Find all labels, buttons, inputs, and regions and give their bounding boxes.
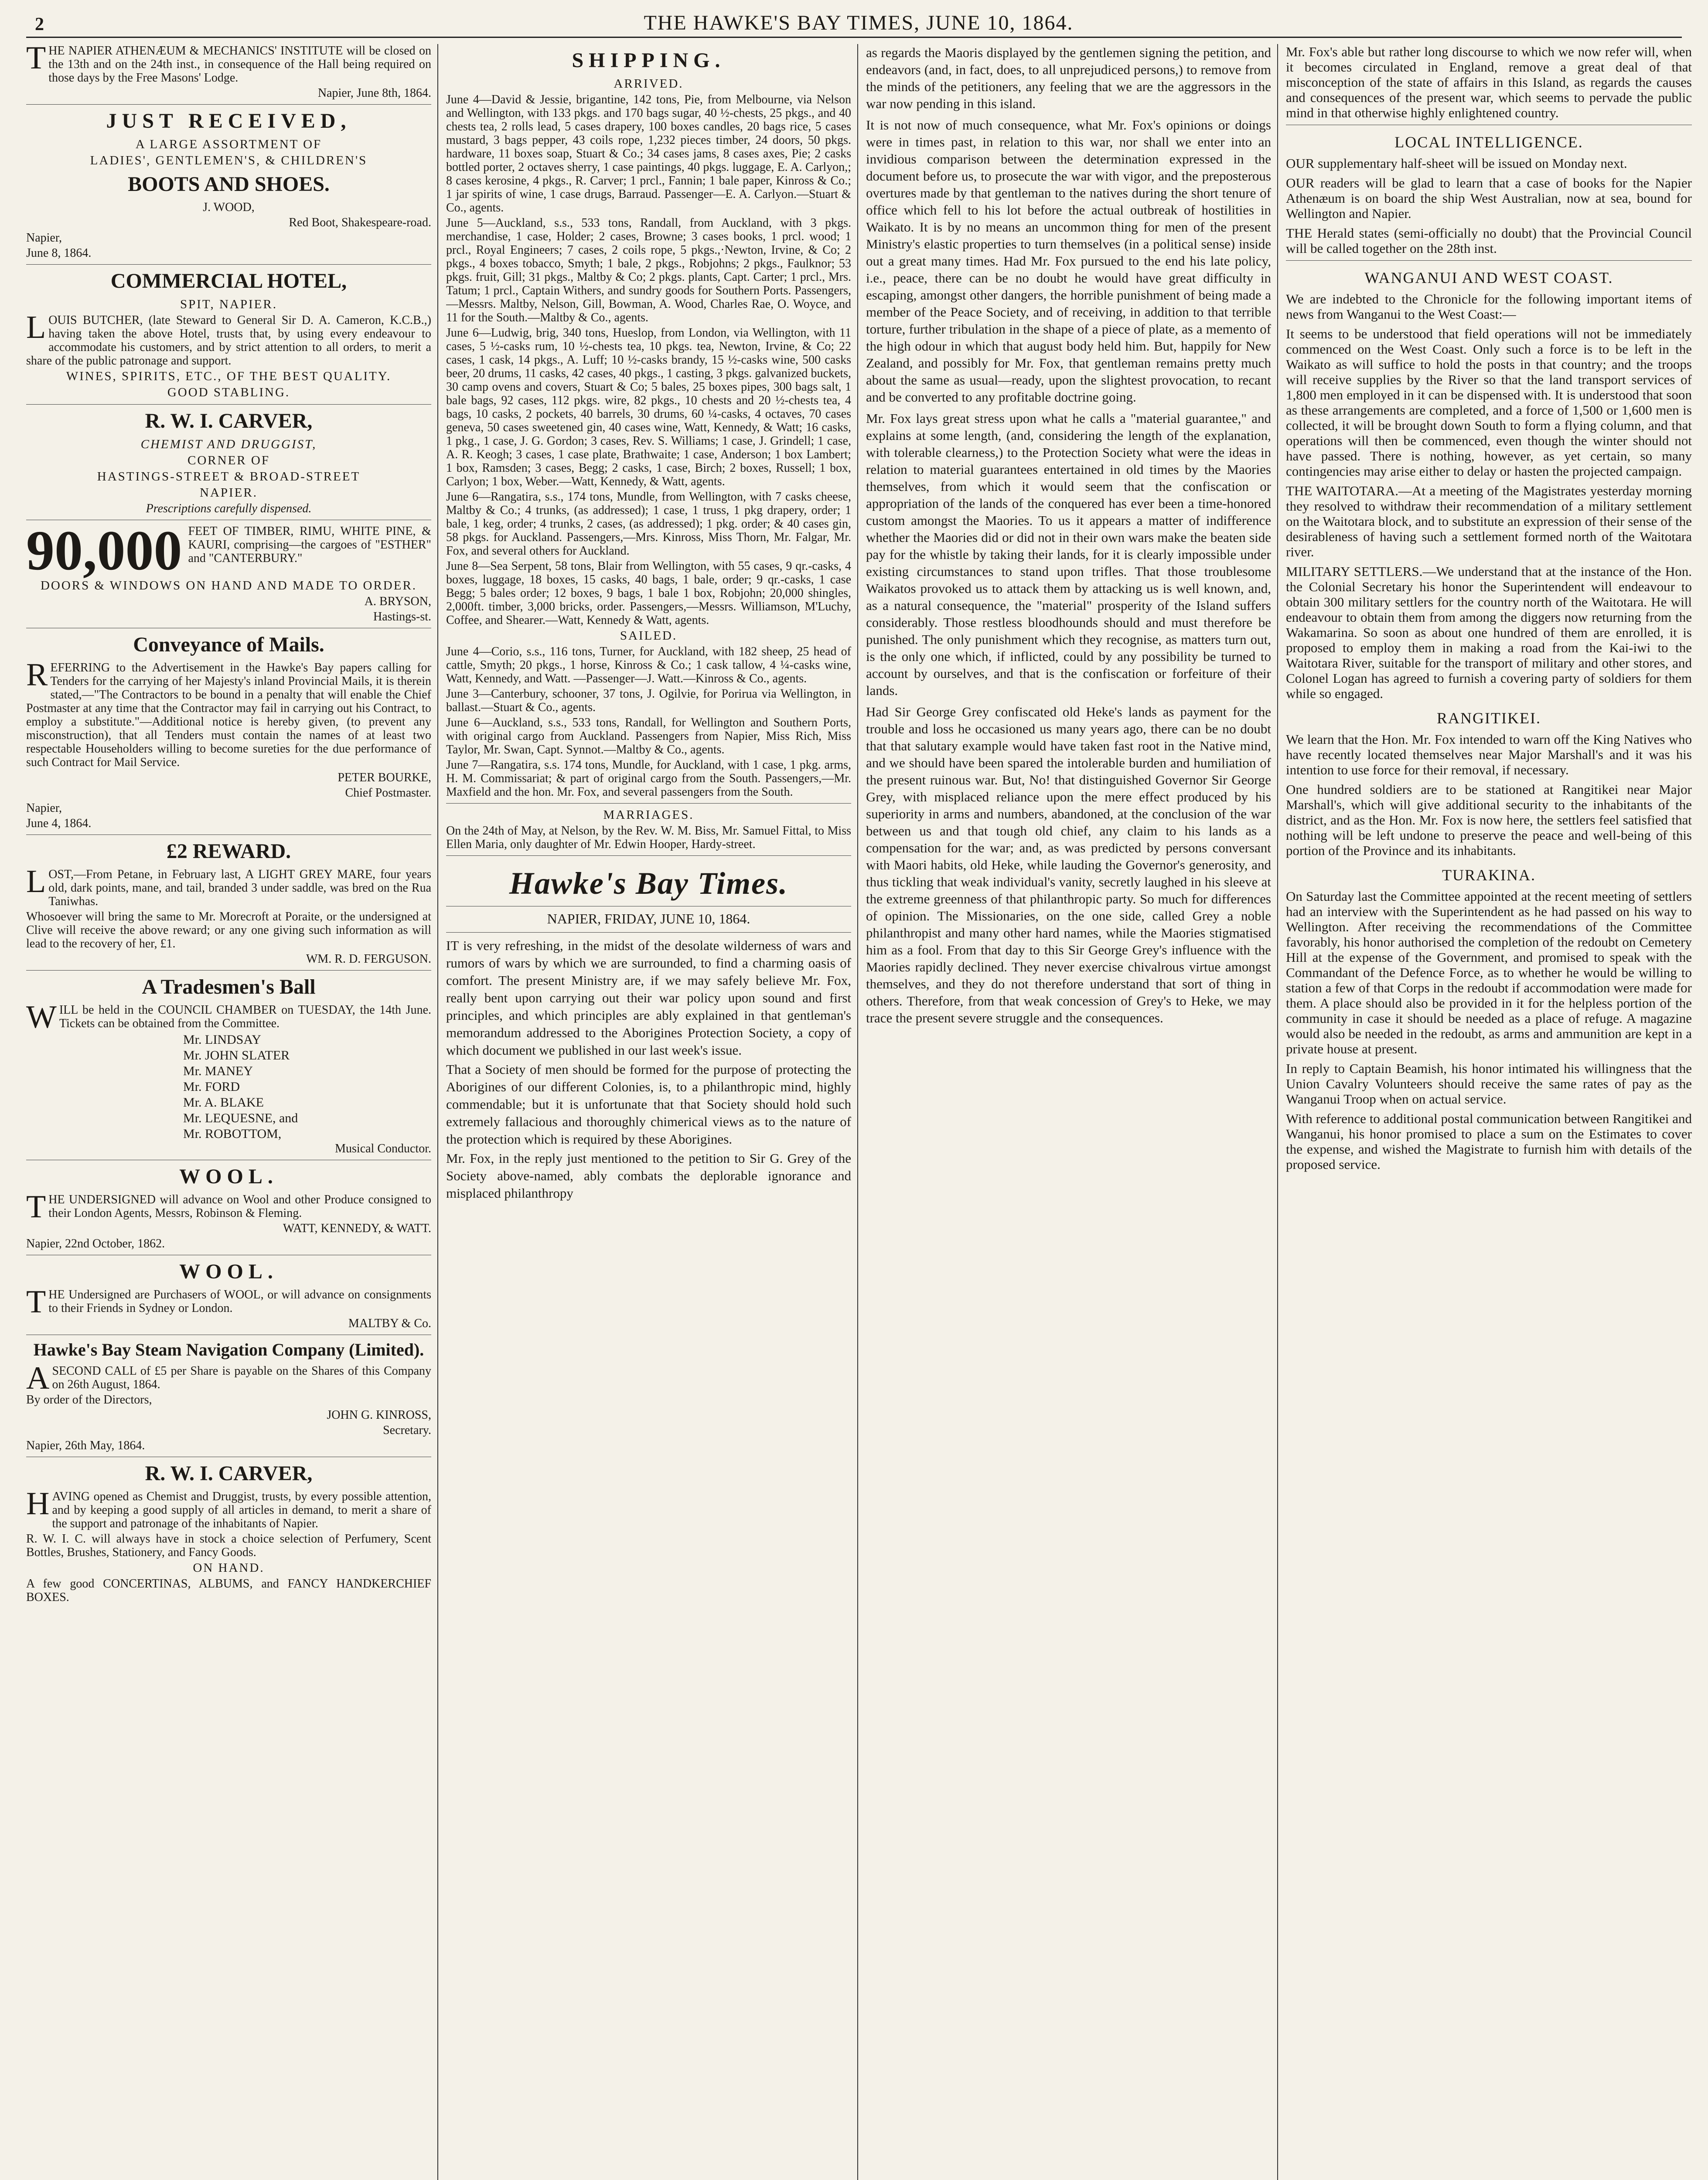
column-local-news [1286, 44, 1698, 2180]
turakina-heading: TURAKINA. [1442, 866, 1536, 884]
local-item: OUR supplementary half-sheet will be issued on Monday next. [1286, 156, 1627, 171]
wood-sub1: A LARGE ASSORTMENT OF [135, 137, 322, 151]
list-item: Mr. JOHN SLATER [183, 1048, 290, 1063]
local-heading: LOCAL INTELLIGENCE. [1394, 133, 1583, 151]
timber-text: FEET OF TIMBER, RIMU, WHITE PINE, & KAURI, comprising—the cargoes of "ESTHER" and "CANTERBURY." [188, 525, 431, 565]
wool1-heading: WOOL. [179, 1165, 278, 1188]
shipping-heading: SHIPPING. [572, 49, 726, 72]
list-item: June 6—Ludwig, brig, 340 tons, Hueslop, from London, via Wellington, with 11 cases, 5 ½-casks rum, 10 ½-chests tea, 10 pkgs. tea, Newton, Irvine, & Co; 22 cases, 1 cask, 14 pkgs., A. Luff; 10 ½-casks brandy, 15 ½-casks wine, 500 casks beer, 20 drums, 11 casks, 42 cases, 40 pkgs., 1 casting, 3 pkgs. galvanized buckets, 30 camp ovens and covers, Stuart & Co; 5 bales, 25 boxes pipes, 300 bags salt, 1 bale bags, 92 cases, 112 pkgs. wire, 82 pkgs., 10 chests and 20 ½-chests tea, 4 bags, 10 casks, 2 pockets, 40 barrels, 30 drums, 60 ¼-casks, 4 octaves, 70 cases geneva, 50 cases sweetened gin, 40 cases wine, Watt, Kennedy, & Watt; 16 casks, 1 pkg., 1 case, J. G. Gordon; 3 cases, Rev. S. Williams; 1 case, J. Grindell; 1 case, A. R. Keogh; 3 cases, 1 case plate, Brathwaite; 1 case, Anderson; 1 box Lambert; 1 box, Ramsden; 3 cases, Begg; 2 casks, 1 case, Birch; 2 boxes, Russell; 1 box, Carlyon; 1 box, Weber.—Watt, Kennedy, & Watt, agents. [446, 326, 851, 488]
turakina-item: In reply to Captain Beamish, his honor intimated his willingness that the Union Cavalry Volunteers should receive the same rates of pay as the Wanganui Troop when on actual service. [1286, 1061, 1692, 1107]
wanganui-item: It seems to be understood that field operations will not be immediately commenced on the West Coast. Only such a force is to be left in the Waikato as will suffice to hold the posts in that country; and the troops will receive supplies by the River so that the land transport services of 1,800 men employed in it can be dispensed with. It is understood that soon as these arrangements are completed, and a force of 1,500 or 1,600 men is collected, it will be brought down South to form a flying column, and that operations will then be commenced, even though the winter should not have passed. There is nothing, however, as yet certain, so many contingencies may arise either to delay or hasten the projected campaign. [1286, 326, 1692, 479]
carver2-heading: R. W. I. CARVER, [145, 1462, 313, 1485]
steam-date: Napier, 26th May, 1864. [26, 1439, 145, 1452]
athenaeum-signoff: Napier, June 8th, 1864. [317, 86, 431, 100]
editorial-paragraph: Mr. Fox lays great stress upon what he calls a "material guarantee," and explains at some length, (and, considering the length of the explanation, with tolerable clearness,) to the Protection Society what were the ideas in relation to material guarantees entertained in old times by the Maories themselves, from which it would seem that the confiscation or appropriation of the lands of the conquered has ever been a time-honored custom amongst the Maories. To us it appears a matter of indifference whether the Maories did or did not in their own wars make the beaten side pay for the whistle by taking their lands, for it is clearly impossible under existing circumstances to stand upon trifles. That those troublesome Waikatos provoked us to attack them by attacking us is well known, and, as a natural consequence, the "material" prosperity of the Island suffers considerably. Those restless bloodhounds should and must therefore be punished. The only punishment which they recognise, as matters turn out, is the only one which, if inflicted, could by any possibility be turned to account by ourselves, and that is the confiscation or forfeiture of their lands. [866, 411, 1271, 698]
wood-name: J. WOOD, [203, 201, 255, 214]
carver2-text3: A few good CONCERTINAS, ALBUMS, and FANCY HANDKERCHIEF BOXES. [26, 1577, 431, 1604]
wanganui-item: We are indebted to the Chronicle for the following important items of news from Wanganui to the West Coast:— [1286, 291, 1692, 322]
carver2-sub: ON HAND. [193, 1561, 265, 1575]
wanganui-item: THE WAITOTARA.—At a meeting of the Magistrates yesterday morning they resolved to withdraw their recommendation of a military settlement on the Waitotara block, and to substitute an expression of their sense of the desirableness of having such a settlement formed north of the Waitotara river. [1286, 483, 1692, 559]
reward-heading: £2 REWARD. [166, 840, 291, 863]
page-number: 2 [35, 14, 44, 34]
arrived-label: ARRIVED. [614, 77, 684, 91]
column-advertisements [26, 44, 438, 2180]
wanganui-heading: WANGANUI AND WEST COAST. [1364, 269, 1613, 286]
column-shipping [446, 44, 858, 2180]
carver-sub4: NAPIER. [200, 486, 258, 500]
timber-line: DOORS & WINDOWS ON HAND AND MADE TO ORDER. [40, 579, 417, 593]
list-item: Mr. FORD [183, 1080, 240, 1094]
steam-text: ASECOND CALL of £5 per Share is payable on the Shares of this Company on 26th August, 1864. [26, 1360, 431, 1396]
athenaeum-notice: THE NAPIER ATHENÆUM & MECHANICS' INSTITUTE will be closed on the 13th and on the 24th inst., in consequence of the Hall being required on those days by the Free Masons' Lodge. [26, 44, 431, 85]
carver-sub2: CORNER OF [188, 453, 270, 467]
ball-text: WILL be held in the COUNCIL CHAMBER on TUESDAY, the 14th June. Tickets can be obtained from the Committee. [26, 999, 431, 1035]
reward-name: WM. R. D. FERGUSON. [306, 952, 431, 966]
wanganui-item: MILITARY SETTLERS.—We understand that at the instance of the Hon. the Colonial Secretary his honor the Superintendent will endeavour to obtain 300 military settlers for the country north of the Waitotara. He will endeavour to obtain them from among the diggers now returning from the Wakamarina. So soon as about one hundred of them are enrolled, it is proposed to employ them in making a road from the Kai-iwi to the Waitotara River, suitable for the transport of military and other stores, and Colonel Logan has agreed to furnish a covering party of soldiers for them while so engaged. [1286, 564, 1692, 701]
turakina-item: On Saturday last the Committee appointed at the recent meeting of settlers had an interview with the Superintendent as he had passed on his way to Wellington. After receiving the recommendations of the Committee favorably, his honor authorised the completion of the redoubt on Cemetery Hill at the expense of the Government, and promised to speak with the Commandant of the Defence Force, as to whether he would be willing to station a few of that Corps in the redoubt if accommodation were made for them. A place should also be provided in it for the helpless portion of the community in case it should be needed as a place of refuge. A magazine would also be needed in the redoubt, as arms and ammunition are kept in a private house at present. [1286, 889, 1692, 1056]
carver-sub3: HASTINGS-STREET & BROAD-STREET [97, 470, 361, 484]
paper-title: Hawke's Bay Times. [509, 866, 788, 901]
masthead-title: THE HAWKE'S BAY TIMES, JUNE 10, 1864. [644, 11, 1074, 34]
wool2-text: THE Undersigned are Purchasers of WOOL, or will advance on consignments to their Friends in Sydney or London. [26, 1284, 431, 1320]
column-editorial [866, 44, 1278, 2180]
timber-address: Hastings-st. [373, 610, 431, 623]
mails-heading: Conveyance of Mails. [133, 633, 324, 656]
wool1-name: WATT, KENNEDY, & WATT. [283, 1222, 431, 1235]
wood-place: Napier, [26, 231, 62, 245]
marriages-label: MARRIAGES. [603, 808, 694, 822]
list-item: June 4—Corio, s.s., 116 tons, Turner, for Auckland, with 182 sheep, 25 head of cattle, Smyth; 20 pkgs., 1 horse, Kinross & Co.; 1 cask tallow, 4 ¼-casks wine, Watt, Kennedy, and Watt. —Passenger—J. Watt.—Kinross & Co., agents. [446, 645, 851, 685]
carver2-text2: R. W. I. C. will always have in stock a choice selection of Perfumery, Scent Bottles, Brushes, Stationery, and Fancy Goods. [26, 1532, 431, 1559]
list-item: June 6—Rangatira, s.s., 174 tons, Mundle, from Wellington, with 7 casks cheese, Maltby & Co.; 4 trunks, (as addressed); 1 case, 1 truss, 1 pkg drapery, order; 1 bale, 1 keg, order; 4 trunks, 2 cases, (as addressed); 1 pkg. order; & 40 cases gin, 58 pkgs. for Auckland. Passengers,—Mrs. Kinross, Miss Thorn, Mr. Falgar, Mr. Fox, and several others for Auckland. [446, 490, 851, 558]
editorial-paragraph: IT is very refreshing, in the midst of the desolate wilderness of wars and rumors of wars by which we are surrounded, to find a charming oasis of comfort. The present Ministry are, if we may safely believe Mr. Fox, really bent upon carrying out their war policy upon sound and first principles, and which principles are ably explained in that gentleman's memorandum addressed to the Aborigines Protection Society, a copy of which document we published in our last week's issue. [446, 938, 851, 1058]
list-item: June 5—Auckland, s.s., 533 tons, Randall, from Auckland, with 3 pkgs. merchandise, 1 case, Holder; 2 cases, Browne; 3 cases books, 1 prcl. wood; 1 prcl., Royal Engineers; 7 cases, 2 coils rope, 5 pkgs.,·Newton, Irvine, & Co; 2 pkgs., 4 boxes tobacco, Smyth; 1 bale, 2 pkgs., Robjohns; 2 pkgs., Faulknor; 53 pkgs. fruit, Gill; 31 pkgs., Maltby & Co; 2 pkgs. plants, Capt. Carter; 1 prcl., Mrs. Tatum; 1 prcl., Captain Withers, and sundry goods for Southern Ports. Passengers,—Messrs. Maltby, Nelson, Gill, Bowman, A. Wood, Charles Rae, O. Woyce, and 11 for the South.—Maltby & Co., agents. [446, 216, 851, 324]
list-item: June 4—David & Jessie, brigantine, 142 tons, Pie, from Melbourne, via Nelson and Wellington, with 133 pkgs. and 170 bags sugar, 40 ½-chests, 25 pkgs., and 40 chests tea, 2 rolls lead, 5 cases drapery, 100 boxes candles, 20 bags rice, 5 cases mustard, 3 bags pepper, 43 coils rope, 1,232 pieces timber, 24 doors, 50 pkgs. hardware, 11 boxes soap, Stuart & Co.; 34 cases jams, 8 cases axes, Pie; 2 casks bottled porter, 2 octaves sherry, 1 case paintings, 40 pkgs. luggage, E. A. Carlyon,; 8 cases kerosine, 4 pkgs., R. Carver; 1 prcl., Fannin; 1 bale paper, Kinross & Co.; 1 jar spirits of wine, 1 case drugs, Barraud. Passenger—E. A. Carlyon.—Stuart & Co., agents. [446, 93, 851, 215]
dateline: NAPIER, FRIDAY, JUNE 10, 1864. [547, 911, 750, 926]
hotel-sub: SPIT, NAPIER. [180, 297, 277, 311]
list-item: June 3—Canterbury, schooner, 37 tons, J. Ogilvie, for Porirua via Wellington, in ballast.—Stuart & Co., agents. [446, 687, 851, 714]
ball-heading: A Tradesmen's Ball [142, 975, 316, 998]
ball-committee-list [26, 1032, 431, 1142]
rangitikei-item: We learn that the Hon. Mr. Fox intended to warn off the King Natives who have recently located themselves near Major Marshall's and it was his intention to use force for their removal, if necessary. [1286, 732, 1692, 777]
hotel-line1: WINES, SPIRITS, ETC., OF THE BEST QUALITY. [66, 369, 392, 383]
steam-name: JOHN G. KINROSS, [327, 1408, 431, 1422]
hotel-line2: GOOD STABLING. [167, 385, 290, 399]
mails-date: June 4, 1864. [26, 817, 92, 830]
steam-title: Secretary. [383, 1424, 431, 1437]
hotel-heading: COMMERCIAL HOTEL, [110, 269, 347, 293]
editorial-paragraph: Had Sir George Grey confiscated old Heke's lands as payment for the trouble and loss he occasioned us many years ago, there can be no doubt that that salutary example would have taken fast root in the Native mind, and we should have been spared the intolerable burden and humiliation of the present ruinous war. But, No! that distinguished Governor Sir George Grey, with misplaced reliance upon the mere effect produced by his superiority in arms and numbers, abandoned, at the conclusion of the war between us and that tough old chief, any claim to his lands as a compensation for the war; and, as was predicted by persons conversant with Maori habits, old Heke, while lauding the Governor's generosity, and thus tickling that weak individual's vanity, secretly laughed in his sleeve at the extreme greenness of that philanthropic party. So much for differences of opinion. The Missionaries, on the one side, called Grey a noble philanthropist and many other hard names, while the Maories stigmatised him as a fool. From that day to this Sir George Grey's influence with the Maories rapidly declined. They never exercise chivalrous virtue amongst themselves, and they do not therefore understand that sort of thing in others. Therefore, from that weak concession of Grey's to Heke, we may trace the present severe struggle and the consequences. [866, 704, 1271, 1025]
editorial-conclusion: Mr. Fox's able but rather long discourse to which we now refer will, when it becomes circulated in England, remove a great deal of that misconception of the state of affairs in this Island, as regards the causes and consequences of the present war, which seems to pervade the public mind in that otherwise highly enlightened country. [1286, 44, 1692, 120]
wool2-heading: WOOL. [179, 1260, 278, 1283]
wool1-date: Napier, 22nd October, 1862. [26, 1237, 165, 1250]
rangitikei-heading: RANGITIKEI. [1437, 709, 1541, 727]
marriage-notice: On the 24th of May, at Nelson, by the Rev. W. M. Biss, Mr. Samuel Fittal, to Miss Ellen Maria, only daughter of Mr. Edwin Hooper, Hardy-street. [446, 824, 851, 851]
mails-place: Napier, [26, 801, 62, 815]
wool1-text: THE UNDERSIGNED will advance on Wool and other Produce consigned to their London Agents, Messrs, Robinson & Fleming. [26, 1189, 431, 1225]
list-item: June 8—Sea Serpent, 58 tons, Blair from Wellington, with 55 cases, 9 qr.-casks, 4 boxes, luggage, 18 boxes, 15 casks, 40 bags, 1 bale, order; 9 qr.-casks, 1 case Begg; 5 bales order; 12 boxes, 9 bags, 1 bale 1 box, Robjohn; 20,000 shingles, 2,000ft. timber, 3,000 bricks, order. Passengers,—Messrs. Williamson, M'Luchy, Coffee, and Shearer.—Watt, Kennedy & Watt, agents. [446, 559, 851, 627]
steam-line: By order of the Directors, [26, 1393, 152, 1407]
timber-ad [26, 519, 431, 582]
editorial-paragraph: It is not now of much consequence, what Mr. Fox's opinions or doings were in times past, in relation to this war, nor shall we enter into an invidious comparison between the determination expressed in the document before us, to prosecute the war with vigor, and the preposterous overtures made by that gentleman to the natives during the short tenure of office which fell to his lot before the actual outbreak of hostilities in Waikato. It is by no means an uncommon thing for men of the present Ministry's elastic properties to turn themselves (in a political sense) inside out a great many times. Had Mr. Fox pursued to the end his late policy, i.e., peace, there can be no doubt he would have great difficulty in escaping, amongst other dangers, the horrible punishment of being made a member of the Peace Society, and of receiving, in addition to that terrible torture, further tribulation in the shape of a piece of plate, as a memento of the high odour in which that august body held him. But, happily for New Zealand, and possibly for Mr. Fox, that gentleman remains pretty much about the same as usual—ready, upon the slightest provocation, to recant and be converted to any profitable doctrine going. [866, 117, 1271, 405]
wood-sub2: LADIES', GENTLEMEN'S, & CHILDREN'S [90, 153, 368, 167]
editorial-paragraph: Mr. Fox, in the reply just mentioned to the petition to Sir G. Grey of the Society above-named, ably combats the deplorable ignorance and misplaced philanthropy [446, 1151, 851, 1201]
wood-heading2: BOOTS AND SHOES. [128, 173, 330, 196]
list-item: Mr. ROBOTTOM, [183, 1127, 282, 1141]
rangitikei-item: One hundred soldiers are to be stationed at Rangitikei near Major Marshall's, which will give additional security to the inhabitants of the district, and as the Hon. Mr. Fox is now here, the settlers feel satisfied that nothing will be left undone to preserve the peace and well-being of this portion of the Province and its inhabitants. [1286, 782, 1692, 858]
sailed-label: SAILED. [620, 629, 678, 643]
list-item: June 7—Rangatira, s.s. 174 tons, Mundle, for Auckland, with 1 case, 1 pkg. arms, H. M. Commissariat; & part of original cargo from the South. Passengers,—Mr. Maxfield and the hon. Mr. Fox, and several passengers from the South. [446, 758, 851, 799]
hotel-text: LOUIS BUTCHER, (late Steward to General Sir D. A. Cameron, K.C.B.,) having taken the above Hotel, trusts that, by using every endeavour to accommodate his customers, and by strict attention to all orders, to merit a share of the public patronage and support. [26, 310, 431, 368]
carver-sub1: CHEMIST AND DRUGGIST, [140, 437, 317, 451]
carver-heading: R. W. I. CARVER, [145, 409, 313, 433]
mails-text: REFERRING to the Advertisement in the Hawke's Bay papers calling for Tenders for the carrying of her Majesty's inland Provincial Mails, it is therein stated,—"The Contractors to be bound in a penalty that will enable the Chief Postmaster at any time that the Contractor may fail in carrying out his Contract, to employ a substitute."—Additional notice is hereby given, (to prevent any misconstruction), that all Tenders must contain the names of at least two respectable Householders willing to become sureties for the due performance of such Contract for Mail Service. [26, 657, 431, 769]
local-item: THE Herald states (semi-officially no doubt) that the Provincial Council will be called together on the 28th inst. [1286, 225, 1692, 256]
reward-text1: LOST,—From Petane, in February last, A LIGHT GREY MARE, four years old, dark points, mane, and tail, branded 3 under saddle, was bred on the Rua Taniwhas. [26, 864, 431, 908]
list-item: Mr. LEQUESNE, and [183, 1111, 298, 1125]
timber-name: A. BRYSON, [364, 595, 431, 608]
mails-title: Chief Postmaster. [345, 786, 431, 800]
ball-conductor: Musical Conductor. [335, 1142, 431, 1155]
steam-heading: Hawke's Bay Steam Navigation Company (Limited). [33, 1340, 424, 1359]
wood-date: June 8, 1864. [26, 246, 92, 260]
list-item: Mr. A. BLAKE [183, 1095, 264, 1110]
reward-text2: Whosoever will bring the same to Mr. Morecroft at Poraite, or the undersigned at Clive will receive the above reward; or any one giving such information as will lead to the recovery of her, £1. [26, 910, 431, 950]
list-item: June 6—Auckland, s.s., 533 tons, Randall, for Wellington and Southern Ports, with original cargo from Auckland. Passengers from Napier, Miss Rich, Miss Taylor, Mr. Swan, Capt. Synnot.—Maltby & Co., agents. [446, 716, 851, 756]
masthead [26, 8, 1682, 38]
mails-name: PETER BOURKE, [338, 771, 431, 784]
carver-note: Prescriptions carefully dispensed. [146, 502, 312, 515]
carver2-text1: HAVING opened as Chemist and Druggist, trusts, by every possible attention, and by keeping a good supply of all articles in demand, to merit a share of the support and patronage of the inhabitants of Napier. [26, 1486, 431, 1530]
turakina-item: With reference to additional postal communication between Rangitikei and Wanganui, his honor promised to place a sum on the Estimates to cover the expense, and wished the Magistrate to furnish him with details of the proposed service. [1286, 1111, 1692, 1172]
editorial-paragraph: That a Society of men should be formed for the purpose of protecting the Aborigines of our different Colonies, is, to a philanthropic mind, highly commendable; but it is unfortunate that that Society should hold such extremely fallacious and thoroughly chimerical views as to the nature of the protection which is required by these Aborigines. [446, 1062, 851, 1147]
list-item: Mr. MANEY [183, 1064, 253, 1078]
local-item: OUR readers will be glad to learn that a case of books for the Napier Athenæum is on board the ship West Australian, now at sea, bound for Wellington and Napier. [1286, 175, 1692, 221]
wool2-name: MALTBY & Co. [348, 1317, 431, 1330]
timber-number: 90,000 [26, 519, 182, 582]
editorial-paragraph: as regards the Maoris displayed by the gentlemen signing the petition, and endeavors (and, in fact, does, to all unprejudiced persons,) to remove from the minds of the petitioners, any feeling that we are the aggressors in the war now pending in this island. [866, 45, 1271, 111]
wood-address: Red Boot, Shakespeare-road. [289, 216, 431, 229]
list-item: Mr. LINDSAY [183, 1032, 261, 1047]
wood-heading: JUST RECEIVED, [106, 109, 351, 133]
